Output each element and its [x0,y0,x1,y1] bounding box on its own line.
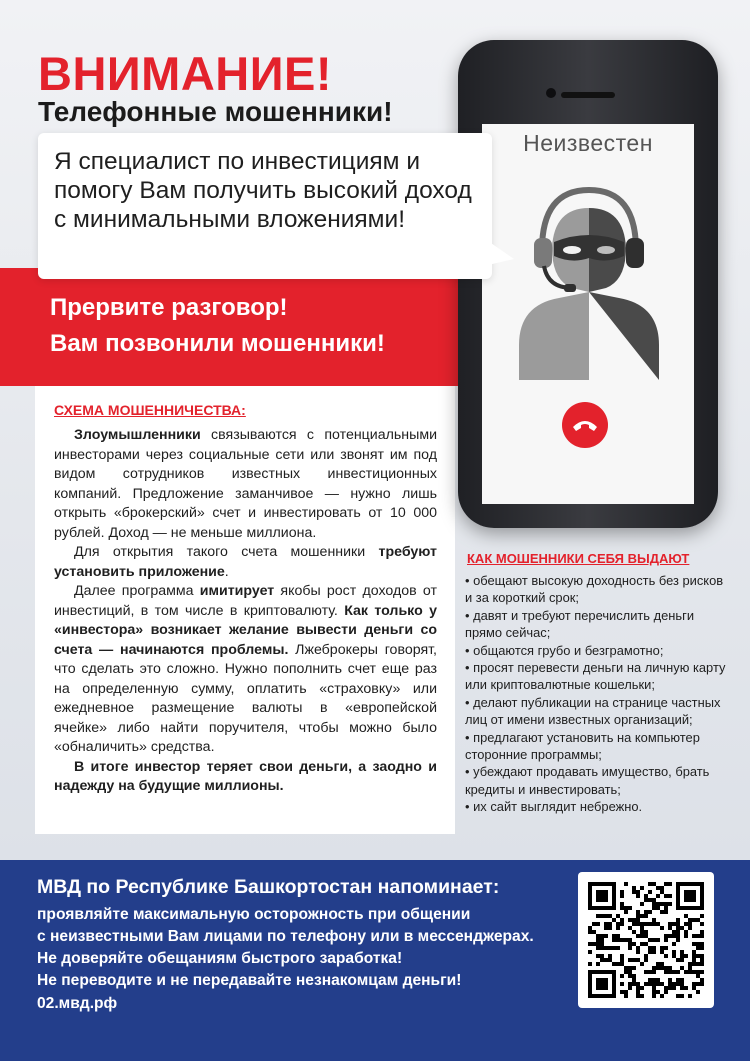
hacker-headset-icon [514,180,664,380]
scheme-paragraph [54,426,437,543]
caller-name: Неизвестен [523,130,653,156]
phone-hangup-icon [571,417,599,433]
scheme-text: Далее программа [74,583,200,599]
scheme-panel [35,386,455,834]
scheme-bold: имитирует [199,583,275,599]
bubble-tail [488,241,514,265]
scheme-title: СХЕМА МОШЕННИЧЕСТВА: [54,402,246,418]
phone-speaker [561,92,615,98]
list-item: • давят и требуют перечислить деньги прямо сейчас; [465,607,727,642]
footer-heading: МВД по Республике Башкортостан напоминает: [37,876,500,898]
scheme-bold: требуют установить приложение [54,544,437,580]
scheme-bold: Злоумышленники [74,427,201,443]
scheme-paragraph [54,582,437,758]
list-item: • делают публикации на странице частных лиц от имени известных организаций; [465,694,727,729]
list-item: • их сайт выглядит небрежно. [465,798,727,815]
page-title: ВНИМАНИЕ! [38,47,332,100]
footer-line: проявляйте максимальную осторожность при общении [37,906,471,923]
alert-line-1: Прервите разговор! [50,294,288,321]
footer-line: Не переводите и не передавайте незнакомцам деньги! [37,972,462,989]
scheme-paragraph [54,543,437,582]
speech-bubble [38,133,492,279]
scheme-text: якобы рост доходов от инвестиций, в том числе в криптовалюту. [54,583,437,619]
front-camera [546,88,556,98]
bubble-text: Я специалист по инвестициям и помогу Вам получить высокий доход с минимальными вложениями! [54,148,472,233]
footer-line: Не доверяйте обещаниям быстрого заработка! [37,950,403,967]
signs-title: КАК МОШЕННИКИ СЕБЯ ВЫДАЮТ [467,551,690,566]
list-item: • просят перевести деньги на личную карту или криптовалютные кошельки; [465,659,727,694]
website-link[interactable]: 02.мвд.рф [37,995,118,1012]
phone-screen [482,124,694,504]
end-call-button[interactable] [562,402,608,448]
smartphone [458,40,718,528]
signs-list [465,572,727,816]
list-item: • предлагают установить на компьютер сторонние программы; [465,729,727,764]
page-subtitle: Телефонные мошенники! [38,96,393,127]
list-item: • общаются грубо и безграмотно; [465,642,727,659]
list-item: • обещают высокую доходность без рисков и за короткий срок; [465,572,727,607]
scheme-text: связываются с потенциальными инвесторами через социальные сети или звонят им под видом сотрудников известных инвестиционных компаний. Предложение заманчивое — нужно лишь открыть «брокерский» счет и инвестировать от 10 000 рублей. Доход — не меньше миллиона. [54,427,437,541]
scheme-bold: В итоге инвестор теряет свои деньги, а заодно и надежду на будущие миллионы. [54,758,437,794]
footer-line: с неизвестными Вам лицами по телефону или в мессенджерах. [37,928,534,945]
footer-banner [0,860,750,1061]
scheme-paragraph [54,758,437,797]
scheme-text: . [224,563,229,580]
scheme-body [54,426,437,797]
alert-banner [0,268,480,386]
qr-code[interactable] [578,872,714,1008]
list-item: • убеждают продавать имущество, брать кредиты и инвестировать; [465,763,727,798]
scheme-bold: Как только у «инвестора» возникает желание вывести деньги со счета — начинаются проблемы. [54,602,437,658]
qr-code-icon [588,882,704,998]
alert-line-2: Вам позвонили мошенники! [50,330,385,357]
scheme-text: Лжеброкеры говорят, что сделать это сложно. Нужно пополнить счет еще раз на определенную сумму, оплатить «страховку» или ежедневное размещение валюты в «европейской ячейке» либо найти поручителя, чтобы можно было «обналичить» средства. [54,641,437,755]
scheme-text: Для открытия такого счета мошенники [74,544,379,560]
